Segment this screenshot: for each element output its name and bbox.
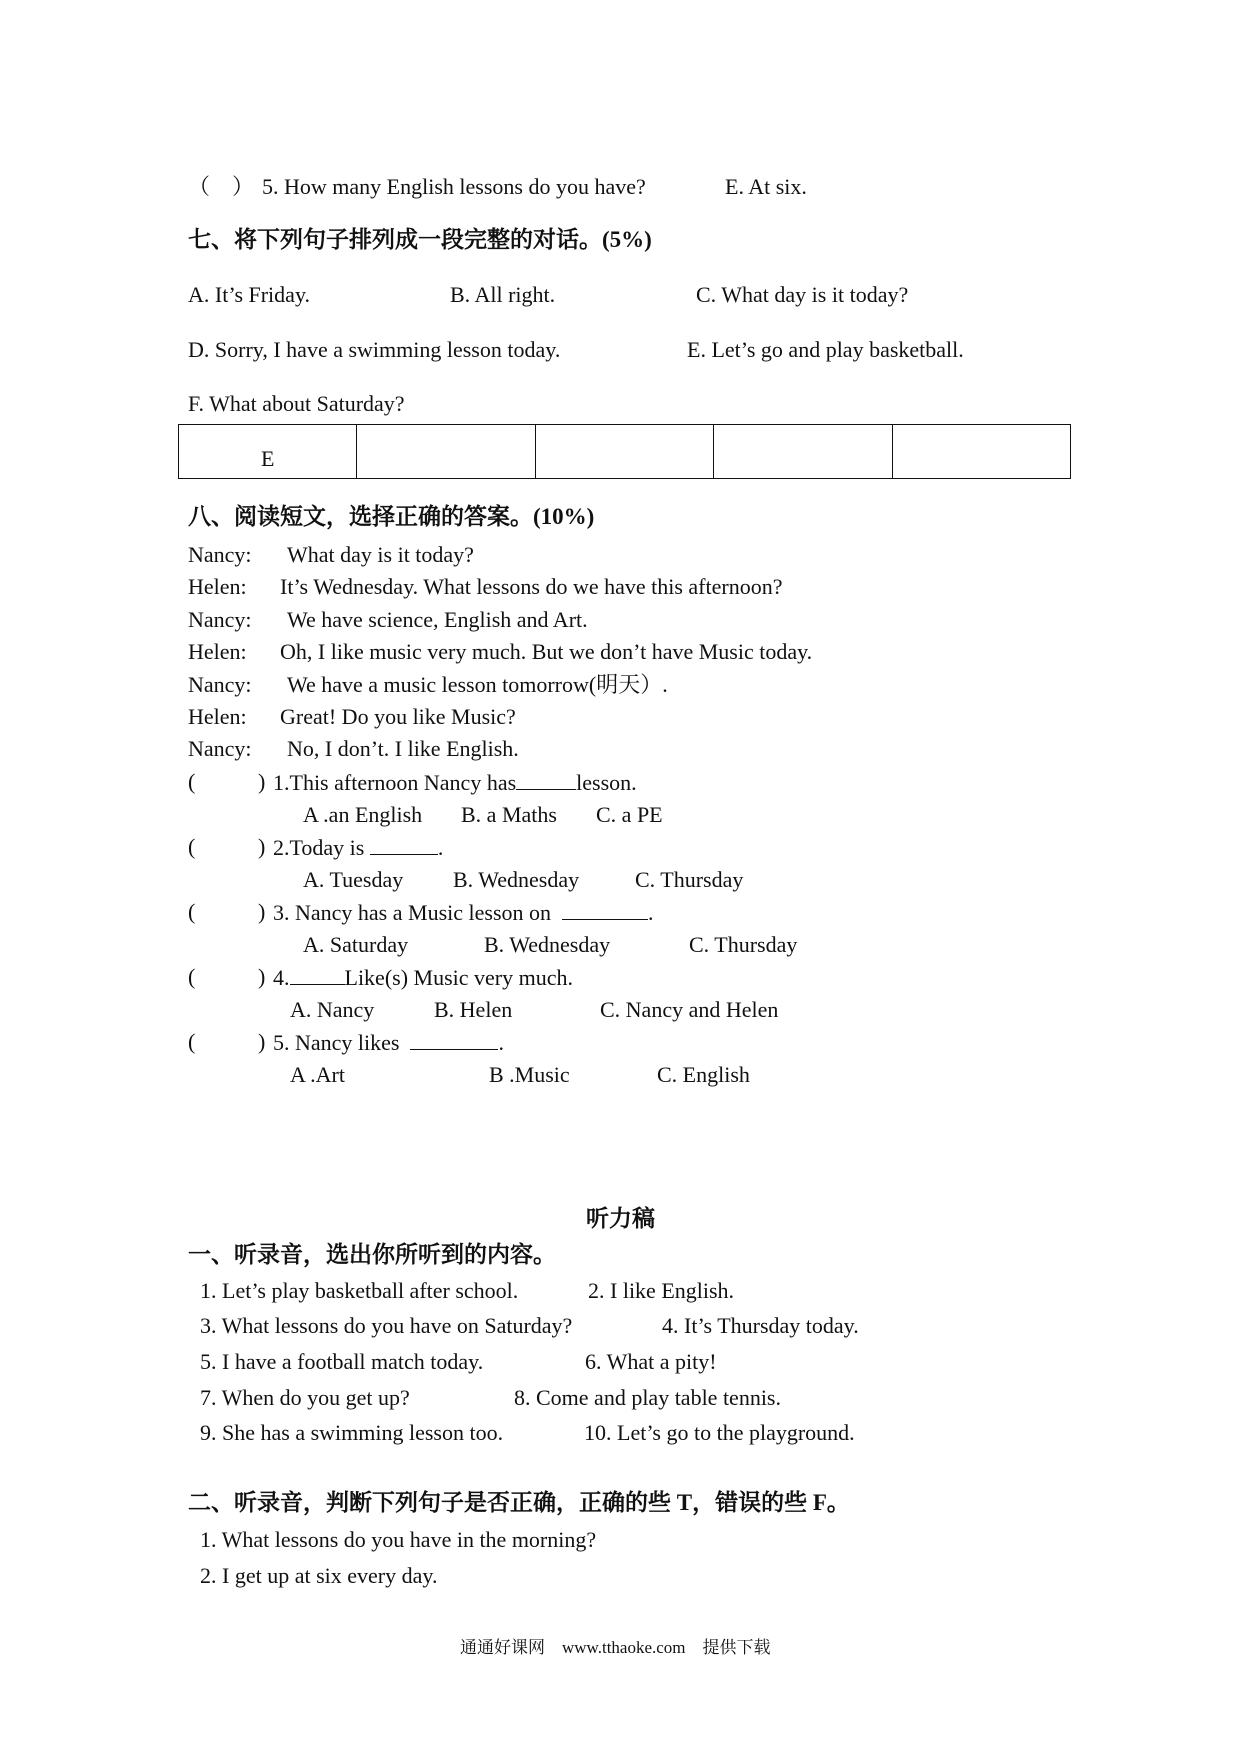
q4-option-a: A. Nancy [290,997,375,1022]
q5-option-c: C. English [657,1062,750,1087]
dialogue-line: Oh, I like music very much. But we don’t have Music today. [280,639,813,664]
question-3: 3. Nancy has a Music lesson on . [273,900,654,925]
q3-option-c: C. Thursday [689,932,798,957]
transcript-item: 4. It’s Thursday today. [662,1313,859,1338]
sec7-option-c: C. What day is it today? [696,282,909,307]
footer-source: 通通好课网 www.tthaoke.com 提供下载 [460,1638,771,1657]
transcript-item: 8. Come and play table tennis. [514,1385,781,1410]
transcript-item: 6. What a pity! [585,1349,717,1374]
q6-answer: E. At six. [725,174,807,199]
q4-option-b: B. Helen [434,997,513,1022]
transcript-part1-heading: 一、听录音，选出你所听到的内容。 [188,1242,556,1267]
transcript-item: 2. I get up at six every day. [200,1563,438,1588]
dialogue-speaker: Nancy: [188,672,252,697]
q4-option-c: C. Nancy and Helen [600,997,779,1022]
answer-paren-open[interactable]: ( [188,964,196,989]
answer-paren-close[interactable]: ) [258,769,266,794]
q1-option-a: A .an English [303,802,423,827]
transcript-item: 10. Let’s go to the playground. [584,1420,855,1445]
answer-paren-close[interactable]: ) [258,1029,266,1054]
order-cell-3[interactable] [535,425,713,479]
q5-option-b: B .Music [489,1062,570,1087]
fill-blank[interactable] [516,769,576,790]
dialogue-line: What day is it today? [287,542,474,567]
transcript-part2-heading: 二、听录音，判断下列句子是否正确，正确的些 T，错误的些 F。 [188,1490,850,1515]
q6-paren[interactable]: （ ） [188,174,255,199]
dialogue-speaker: Nancy: [188,607,252,632]
answer-paren-open[interactable]: ( [188,834,196,859]
dialogue-speaker: Helen: [188,574,247,599]
q2-option-a: A. Tuesday [303,867,404,892]
order-cell-1[interactable]: E [179,425,357,479]
transcript-item: 5. I have a football match today. [200,1349,484,1374]
q3-option-b: B. Wednesday [484,932,611,957]
transcript-item: 1. What lessons do you have in the morning? [200,1527,597,1552]
sec7-option-e: E. Let’s go and play basketball. [687,337,964,362]
question-2: 2.Today is . [273,835,444,860]
fill-blank[interactable] [290,964,345,985]
question-1: 1.This afternoon Nancy has lesson. [273,770,637,795]
answer-paren-close[interactable]: ) [258,834,266,859]
q1-option-b: B. a Maths [461,802,557,827]
transcript-item: 2. I like English. [588,1278,735,1303]
answer-paren-close[interactable]: ) [258,899,266,924]
sec7-option-a: A. It’s Friday. [188,282,311,307]
answer-paren-open[interactable]: ( [188,769,196,794]
sec7-option-b: B. All right. [450,282,556,307]
answer-paren-open[interactable]: ( [188,1029,196,1054]
order-answer-table [178,424,1071,479]
transcript-title: 听力稿 [586,1206,655,1231]
answer-paren-close[interactable]: ) [258,964,266,989]
dialogue-speaker: Helen: [188,639,247,664]
answer-paren-open[interactable]: ( [188,899,196,924]
q6-question: 5. How many English lessons do you have? [262,174,646,199]
dialogue-line: We have a music lesson tomorrow(明天）. [287,672,668,697]
order-cell-2[interactable] [357,425,535,479]
dialogue-speaker: Helen: [188,704,247,729]
q3-option-a: A. Saturday [303,932,409,957]
q2-option-c: C. Thursday [635,867,744,892]
fill-blank[interactable] [370,834,438,855]
dialogue-line: Great! Do you like Music? [280,704,516,729]
transcript-item: 9. She has a swimming lesson too. [200,1420,504,1445]
q2-option-b: B. Wednesday [453,867,580,892]
transcript-item: 7. When do you get up? [200,1385,410,1410]
section7-heading: 七、将下列句子排列成一段完整的对话。(5%) [188,227,652,252]
fill-blank[interactable] [410,1029,498,1050]
section8-heading: 八、阅读短文，选择正确的答案。(10%) [188,504,595,529]
transcript-item: 1. Let’s play basketball after school. [200,1278,519,1303]
q5-option-a: A .Art [290,1062,345,1087]
question-4: 4. Like(s) Music very much. [273,965,573,990]
order-cell-5[interactable] [892,425,1070,479]
sec7-option-f: F. What about Saturday? [188,391,405,416]
question-5: 5. Nancy likes . [273,1030,504,1055]
q1-option-c: C. a PE [596,802,663,827]
dialogue-speaker: Nancy: [188,736,252,761]
transcript-item: 3. What lessons do you have on Saturday? [200,1313,573,1338]
dialogue-line: It’s Wednesday. What lessons do we have this afternoon? [280,574,783,599]
dialogue-line: We have science, English and Art. [287,607,588,632]
dialogue-line: No, I don’t. I like English. [287,736,519,761]
order-cell-4[interactable] [714,425,892,479]
sec7-option-d: D. Sorry, I have a swimming lesson today. [188,337,561,362]
dialogue-speaker: Nancy: [188,542,252,567]
fill-blank[interactable] [562,899,648,920]
